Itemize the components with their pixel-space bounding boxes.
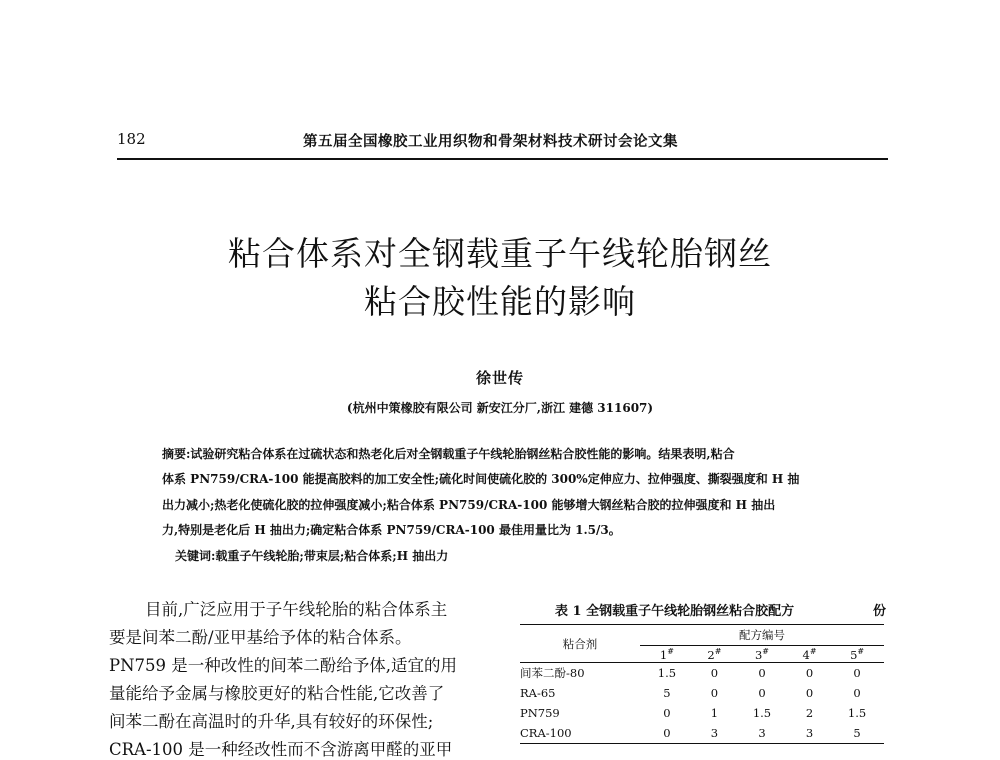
value-cell: 5 <box>663 686 671 700</box>
author: 徐世传 <box>475 369 524 387</box>
value-cell: 0 <box>758 666 766 680</box>
body-line: 间苯二酚在高温时的升华,具有较好的环保性; <box>109 712 434 731</box>
table-row <box>520 723 884 744</box>
table-caption: 表 1 全钢载重子午线轮胎钢丝粘合胶配方 <box>555 604 795 619</box>
agent-column-header: 粘合剂 <box>520 625 640 663</box>
affiliation: (杭州中策橡胶有限公司 新安江分厂,浙江 建德 311607) <box>346 401 654 415</box>
value-cell: 1.5 <box>847 706 867 720</box>
agent-cell: 间苯二酚-80 <box>520 666 585 680</box>
keywords: 关键词:载重子午线轮胎;带束层;粘合体系;H 抽出力 <box>175 549 449 563</box>
column-header: 5# <box>830 646 884 663</box>
column-header: 3# <box>735 646 789 663</box>
value-cell: 0 <box>710 686 719 700</box>
value-cell: 0 <box>853 666 861 680</box>
formulation-table <box>520 624 884 744</box>
agent-cell: CRA-100 <box>520 726 572 740</box>
value-cell: 3 <box>710 726 719 740</box>
body-line: CRA-100 是一种经改性而不含游离甲醛的亚甲 <box>109 740 453 759</box>
body-line: 目前,广泛应用于子午线轮胎的粘合体系主 <box>145 600 448 619</box>
body-line: 量能给予金属与橡胶更好的粘合性能,它改善了 <box>109 684 445 703</box>
body-line: PN759 是一种改性的间苯二酚给予体,适宜的用 <box>109 656 458 675</box>
value-cell: 2 <box>805 706 814 720</box>
value-cell: 0 <box>758 686 766 700</box>
value-cell: 3 <box>805 726 814 740</box>
agent-cell: RA-65 <box>520 686 556 700</box>
abstract-line: 力,特别是老化后 H 抽出力;确定粘合体系 PN759/CRA-100 最佳用量比为 1.5/3。 <box>162 523 621 537</box>
header-rule <box>117 158 888 160</box>
value-cell: 0 <box>805 666 814 680</box>
value-cell: 0 <box>805 686 814 700</box>
value-cell: 0 <box>663 706 671 720</box>
value-cell: 0 <box>853 686 861 700</box>
table-row <box>520 703 884 723</box>
abstract-line: 体系 PN759/CRA-100 能提高胶料的加工安全性;硫化时间使硫化胶的 300%定伸应力、拉伸强度、撕裂强度和 H 抽 <box>162 472 800 486</box>
value-cell: 1 <box>710 706 719 720</box>
value-cell: 0 <box>710 666 719 680</box>
table-row <box>520 683 884 703</box>
value-cell: 1.5 <box>752 706 772 720</box>
running-title: 第五届全国橡胶工业用织物和骨架材料技术研讨会论文集 <box>303 133 678 150</box>
agent-cell: PN759 <box>520 706 560 720</box>
value-cell: 0 <box>663 726 671 740</box>
table-unit: 份 <box>873 604 887 619</box>
abstract-line: 摘要:试验研究粘合体系在过硫状态和热老化后对全钢载重子午线轮胎钢丝粘合胶性能的影响。结果表明,粘合 <box>162 447 735 461</box>
abstract-line: 出力减小;热老化使硫化胶的拉伸强度减小;粘合体系 PN759/CRA-100 能够增大钢丝粘合胶的拉伸强度和 H 抽出 <box>162 498 776 512</box>
value-cell: 1.5 <box>657 666 677 680</box>
value-cell: 5 <box>853 726 861 740</box>
paper-title-line-2: 粘合胶性能的影响 <box>364 282 636 321</box>
table-row <box>520 663 884 684</box>
body-line: 要是间苯二酚/亚甲基给予体的粘合体系。 <box>109 628 412 647</box>
column-header: 4# <box>789 646 830 663</box>
column-header: 2# <box>694 646 735 663</box>
column-header: 1# <box>640 646 694 663</box>
paper-title-line-1: 粘合体系对全钢载重子午线轮胎钢丝 <box>228 234 772 273</box>
value-cell: 3 <box>758 726 766 740</box>
page-number: 182 <box>117 130 146 148</box>
formula-number-header: 配方编号 <box>640 625 884 646</box>
